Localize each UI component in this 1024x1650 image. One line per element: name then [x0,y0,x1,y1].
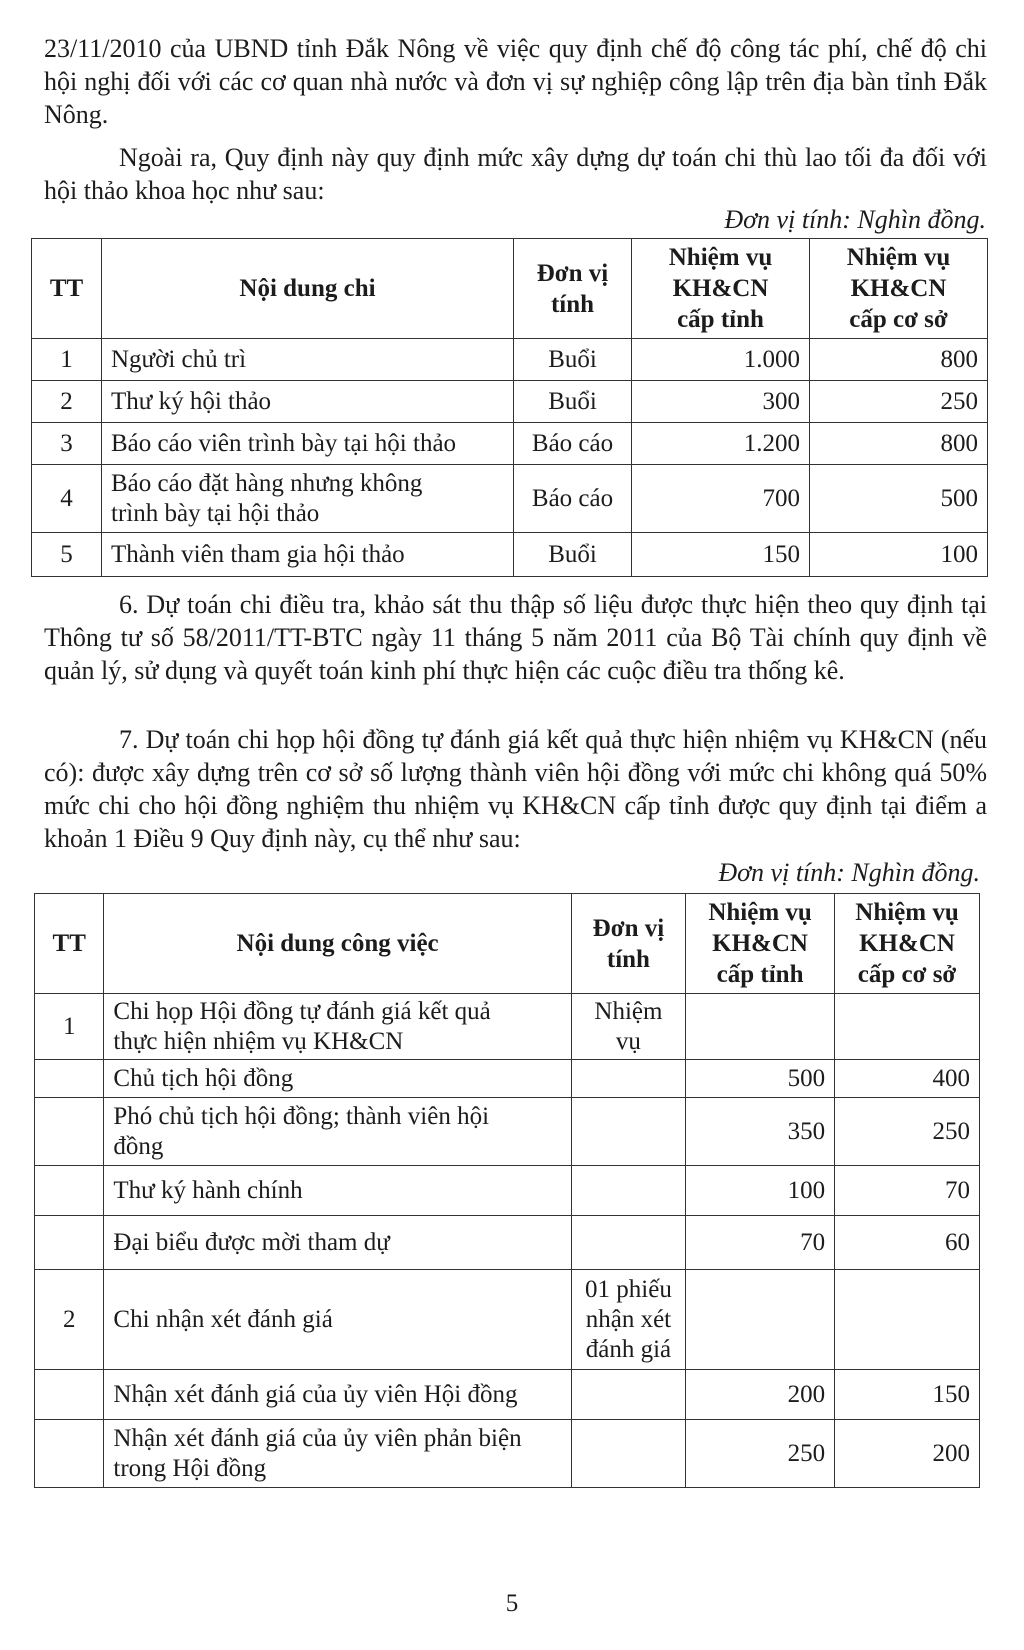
header-base: Nhiệm vụ KH&CN cấp cơ sở [810,239,988,339]
cell-unit [571,1420,685,1488]
header-tt: TT [35,894,104,994]
header-province: Nhiệm vụ KH&CN cấp tỉnh [686,894,835,994]
cell-tt: 3 [32,423,102,465]
table-header-row [35,894,980,994]
cell-base [835,1270,980,1370]
cell-tt: 5 [32,533,102,577]
table-row [35,1216,980,1270]
cell-unit [571,1216,685,1270]
intro-paragraph-2: Ngoài ra, Quy định này quy định mức xây dựng dự toán chi thù lao tối đa đối với hội thảo khoa học như sau: [44,143,987,205]
cell-province: 700 [632,465,810,533]
cell-tt [35,1370,104,1420]
cell-content: Thư ký hội thảo [102,381,514,423]
table-row [35,1370,980,1420]
table-row [35,1060,980,1098]
table-row [32,533,988,577]
cell-base: 250 [835,1098,980,1166]
header-unit: Đơn vị tính [571,894,685,994]
cell-tt [35,1098,104,1166]
cell-province: 350 [686,1098,835,1166]
cell-tt: 2 [32,381,102,423]
cell-content: Phó chủ tịch hội đồng; thành viên hội đồng [104,1098,571,1166]
table-row [32,423,988,465]
cell-content: Thư ký hành chính [104,1166,571,1216]
cell-base: 500 [810,465,988,533]
cell-content: Thành viên tham gia hội thảo [102,533,514,577]
cell-unit [571,1370,685,1420]
cell-tt: 2 [35,1270,104,1370]
table-row [32,465,988,533]
header-unit: Đơn vị tính [514,239,632,339]
cell-tt [35,1216,104,1270]
cell-province [686,1270,835,1370]
table2-unit-note: Đơn vị tính: Nghìn đồng. [718,858,980,887]
header-content: Nội dung công việc [104,894,571,994]
cell-base: 800 [810,423,988,465]
cell-base: 400 [835,1060,980,1098]
cell-content: Đại biểu được mời tham dự [104,1216,571,1270]
cell-unit [571,1166,685,1216]
cell-tt: 1 [32,339,102,381]
cell-province: 70 [686,1216,835,1270]
cell-tt [35,1060,104,1098]
table-row [35,1098,980,1166]
cell-province: 150 [632,533,810,577]
cell-content: Người chủ trì [102,339,514,381]
cell-unit: Nhiệm vụ [571,994,685,1060]
cell-province: 500 [686,1060,835,1098]
cell-base: 250 [810,381,988,423]
table-row [32,381,988,423]
cell-content: Báo cáo viên trình bày tại hội thảo [102,423,514,465]
cell-province [686,994,835,1060]
cell-tt [35,1166,104,1216]
table-row [35,994,980,1060]
cell-content: Báo cáo đặt hàng nhưng không trình bày tại hội thảo [102,465,514,533]
table-row [35,1166,980,1216]
cell-unit [571,1060,685,1098]
cell-content: Nhận xét đánh giá của ủy viên Hội đồng [104,1370,571,1420]
cell-unit [571,1098,685,1166]
cell-unit: Buổi [514,381,632,423]
cell-province: 250 [686,1420,835,1488]
cell-base: 100 [810,533,988,577]
page-number: 5 [505,1590,519,1617]
cell-base: 200 [835,1420,980,1488]
cell-unit: 01 phiếu nhận xét đánh giá [571,1270,685,1370]
cell-content: Nhận xét đánh giá của ủy viên phản biện trong Hội đồng [104,1420,571,1488]
intro-paragraph-1: 23/11/2010 của UBND tỉnh Đắk Nông về việc quy định chế độ công tác phí, chế độ chi hội nghị đối với các cơ quan nhà nước và đơn vị sự nghiệp công lập trên địa bàn tỉnh Đắk Nông. [44,34,987,129]
section-6-paragraph: 6. Dự toán chi điều tra, khảo sát thu thập số liệu được thực hiện theo quy định tại Thông tư số 58/2011/TT-BTC ngày 11 tháng 5 năm 2011 của Bộ Tài chính quy định về quản lý, sử dụng và quyết toán kinh phí thực hiện các cuộc điều tra thống kê. [44,590,987,685]
header-base: Nhiệm vụ KH&CN cấp cơ sở [835,894,980,994]
table-header-row [32,239,988,339]
table-row [32,339,988,381]
cell-base: 70 [835,1166,980,1216]
cell-unit: Buổi [514,533,632,577]
cell-unit: Buổi [514,339,632,381]
cell-province: 300 [632,381,810,423]
cell-content: Chi họp Hội đồng tự đánh giá kết quả thực hiện nhiệm vụ KH&CN [104,994,571,1060]
cell-unit: Báo cáo [514,423,632,465]
cell-base: 150 [835,1370,980,1420]
header-content: Nội dung chi [102,239,514,339]
table-row [35,1270,980,1370]
cell-base: 800 [810,339,988,381]
cell-province: 1.200 [632,423,810,465]
cell-base: 60 [835,1216,980,1270]
cell-province: 100 [686,1166,835,1216]
cell-tt: 1 [35,994,104,1060]
cell-base [835,994,980,1060]
cell-content: Chi nhận xét đánh giá [104,1270,571,1370]
cell-province: 1.000 [632,339,810,381]
cell-tt: 4 [32,465,102,533]
self-assessment-fee-table [34,893,980,1488]
cell-tt [35,1420,104,1488]
cell-province: 200 [686,1370,835,1420]
header-province: Nhiệm vụ KH&CN cấp tỉnh [632,239,810,339]
section-7-paragraph: 7. Dự toán chi họp hội đồng tự đánh giá kết quả thực hiện nhiệm vụ KH&CN (nếu có): được xây dựng trên cơ sở số lượng thành viên hội đồng với mức chi không quá 50% mức chi cho hội đồng nghiệm thu nhiệm vụ KH&CN cấp tỉnh được quy định tại điểm a khoản 1 Điều 9 Quy định này, cụ thể như sau: [44,725,987,853]
cell-content: Chủ tịch hội đồng [104,1060,571,1098]
table-row [35,1420,980,1488]
table1-unit-note: Đơn vị tính: Nghìn đồng. [724,205,986,234]
header-tt: TT [32,239,102,339]
cell-unit: Báo cáo [514,465,632,533]
seminar-fee-table [31,238,988,577]
